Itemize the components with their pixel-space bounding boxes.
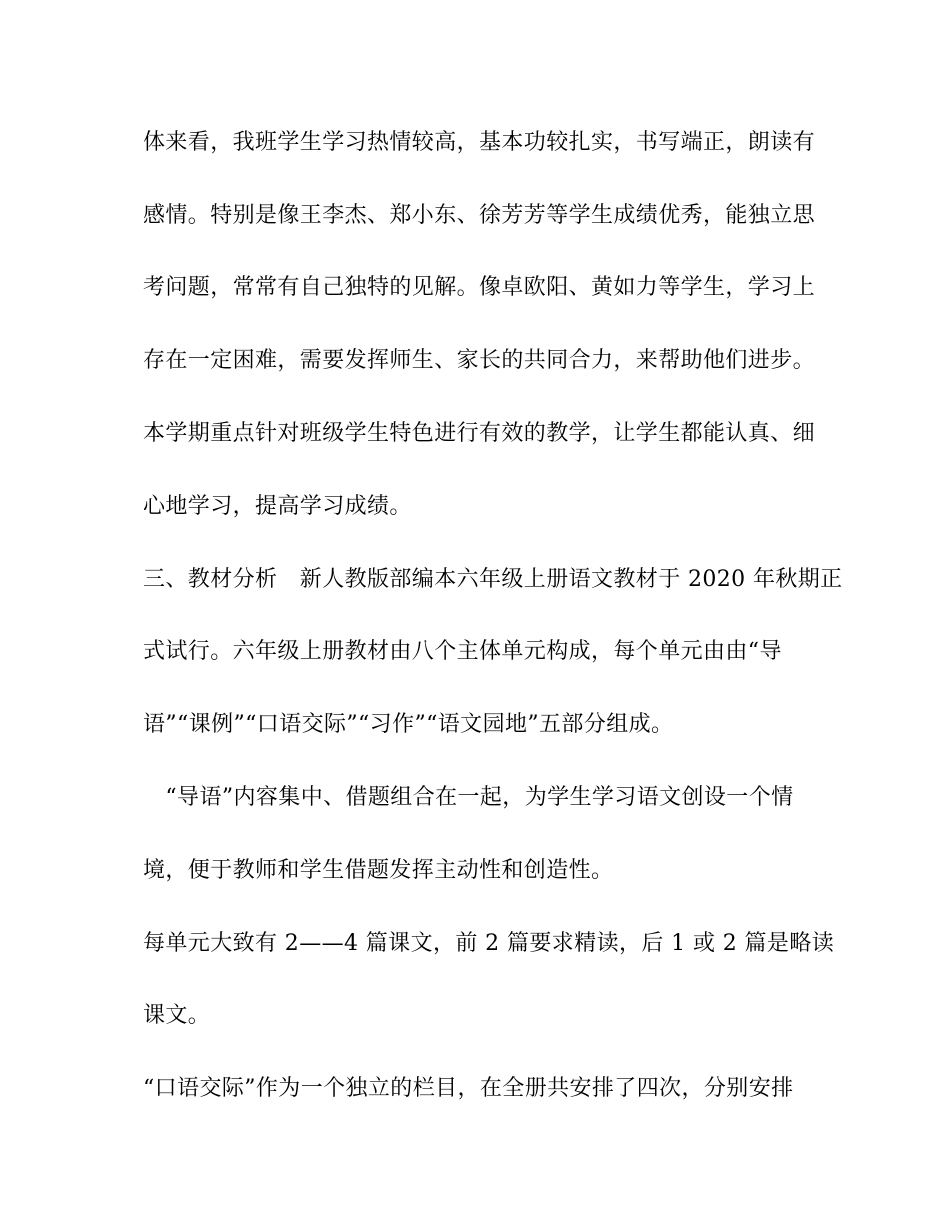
section-heading-line: 三、教材分析 新人教版部编本六年级上册语文教材于 2020 年秋期正 [143, 567, 843, 592]
text-line-3: 考问题，常常有自己独特的见解。像卓欧阳、黄如力等学生，学习上 [143, 275, 816, 300]
text-line-12: 每单元大致有 2——4 篇课文，前 2 篇要求精读，后 1 或 2 篇是略读 [143, 931, 835, 956]
text-line-13: 课文。 [143, 1003, 211, 1028]
text-line-5: 本学期重点针对班级学生特色进行有效的教学，让学生都能认真、细 [143, 421, 816, 446]
text-line-6: 心地学习，提高学习成绩。 [143, 494, 412, 519]
text-line-14: “口语交际”作为一个独立的栏目，在全册共安排了四次，分别安排 [143, 1076, 794, 1101]
text-line-11: 境，便于教师和学生借题发挥主动性和创造性。 [143, 858, 614, 883]
text-line-8: 式试行。六年级上册教材由八个主体单元构成，每个单元由由“导 [143, 639, 782, 664]
text-line-2: 感情。特别是像王李杰、郑小东、徐芳芳等学生成绩优秀，能独立思 [143, 203, 816, 228]
text-line-1: 体来看，我班学生学习热情较高，基本功较扎实，书写端正，朗读有 [143, 130, 816, 155]
text-line-9: 语”“课例”“口语交际”“习作”“语文园地”五部分组成。 [143, 712, 674, 737]
text-line-4: 存在一定困难，需要发挥师生、家长的共同合力，来帮助他们进步。 [143, 348, 816, 373]
text-line-10: “导语”内容集中、借题组合在一起，为学生学习语文创设一个情 [143, 785, 794, 810]
